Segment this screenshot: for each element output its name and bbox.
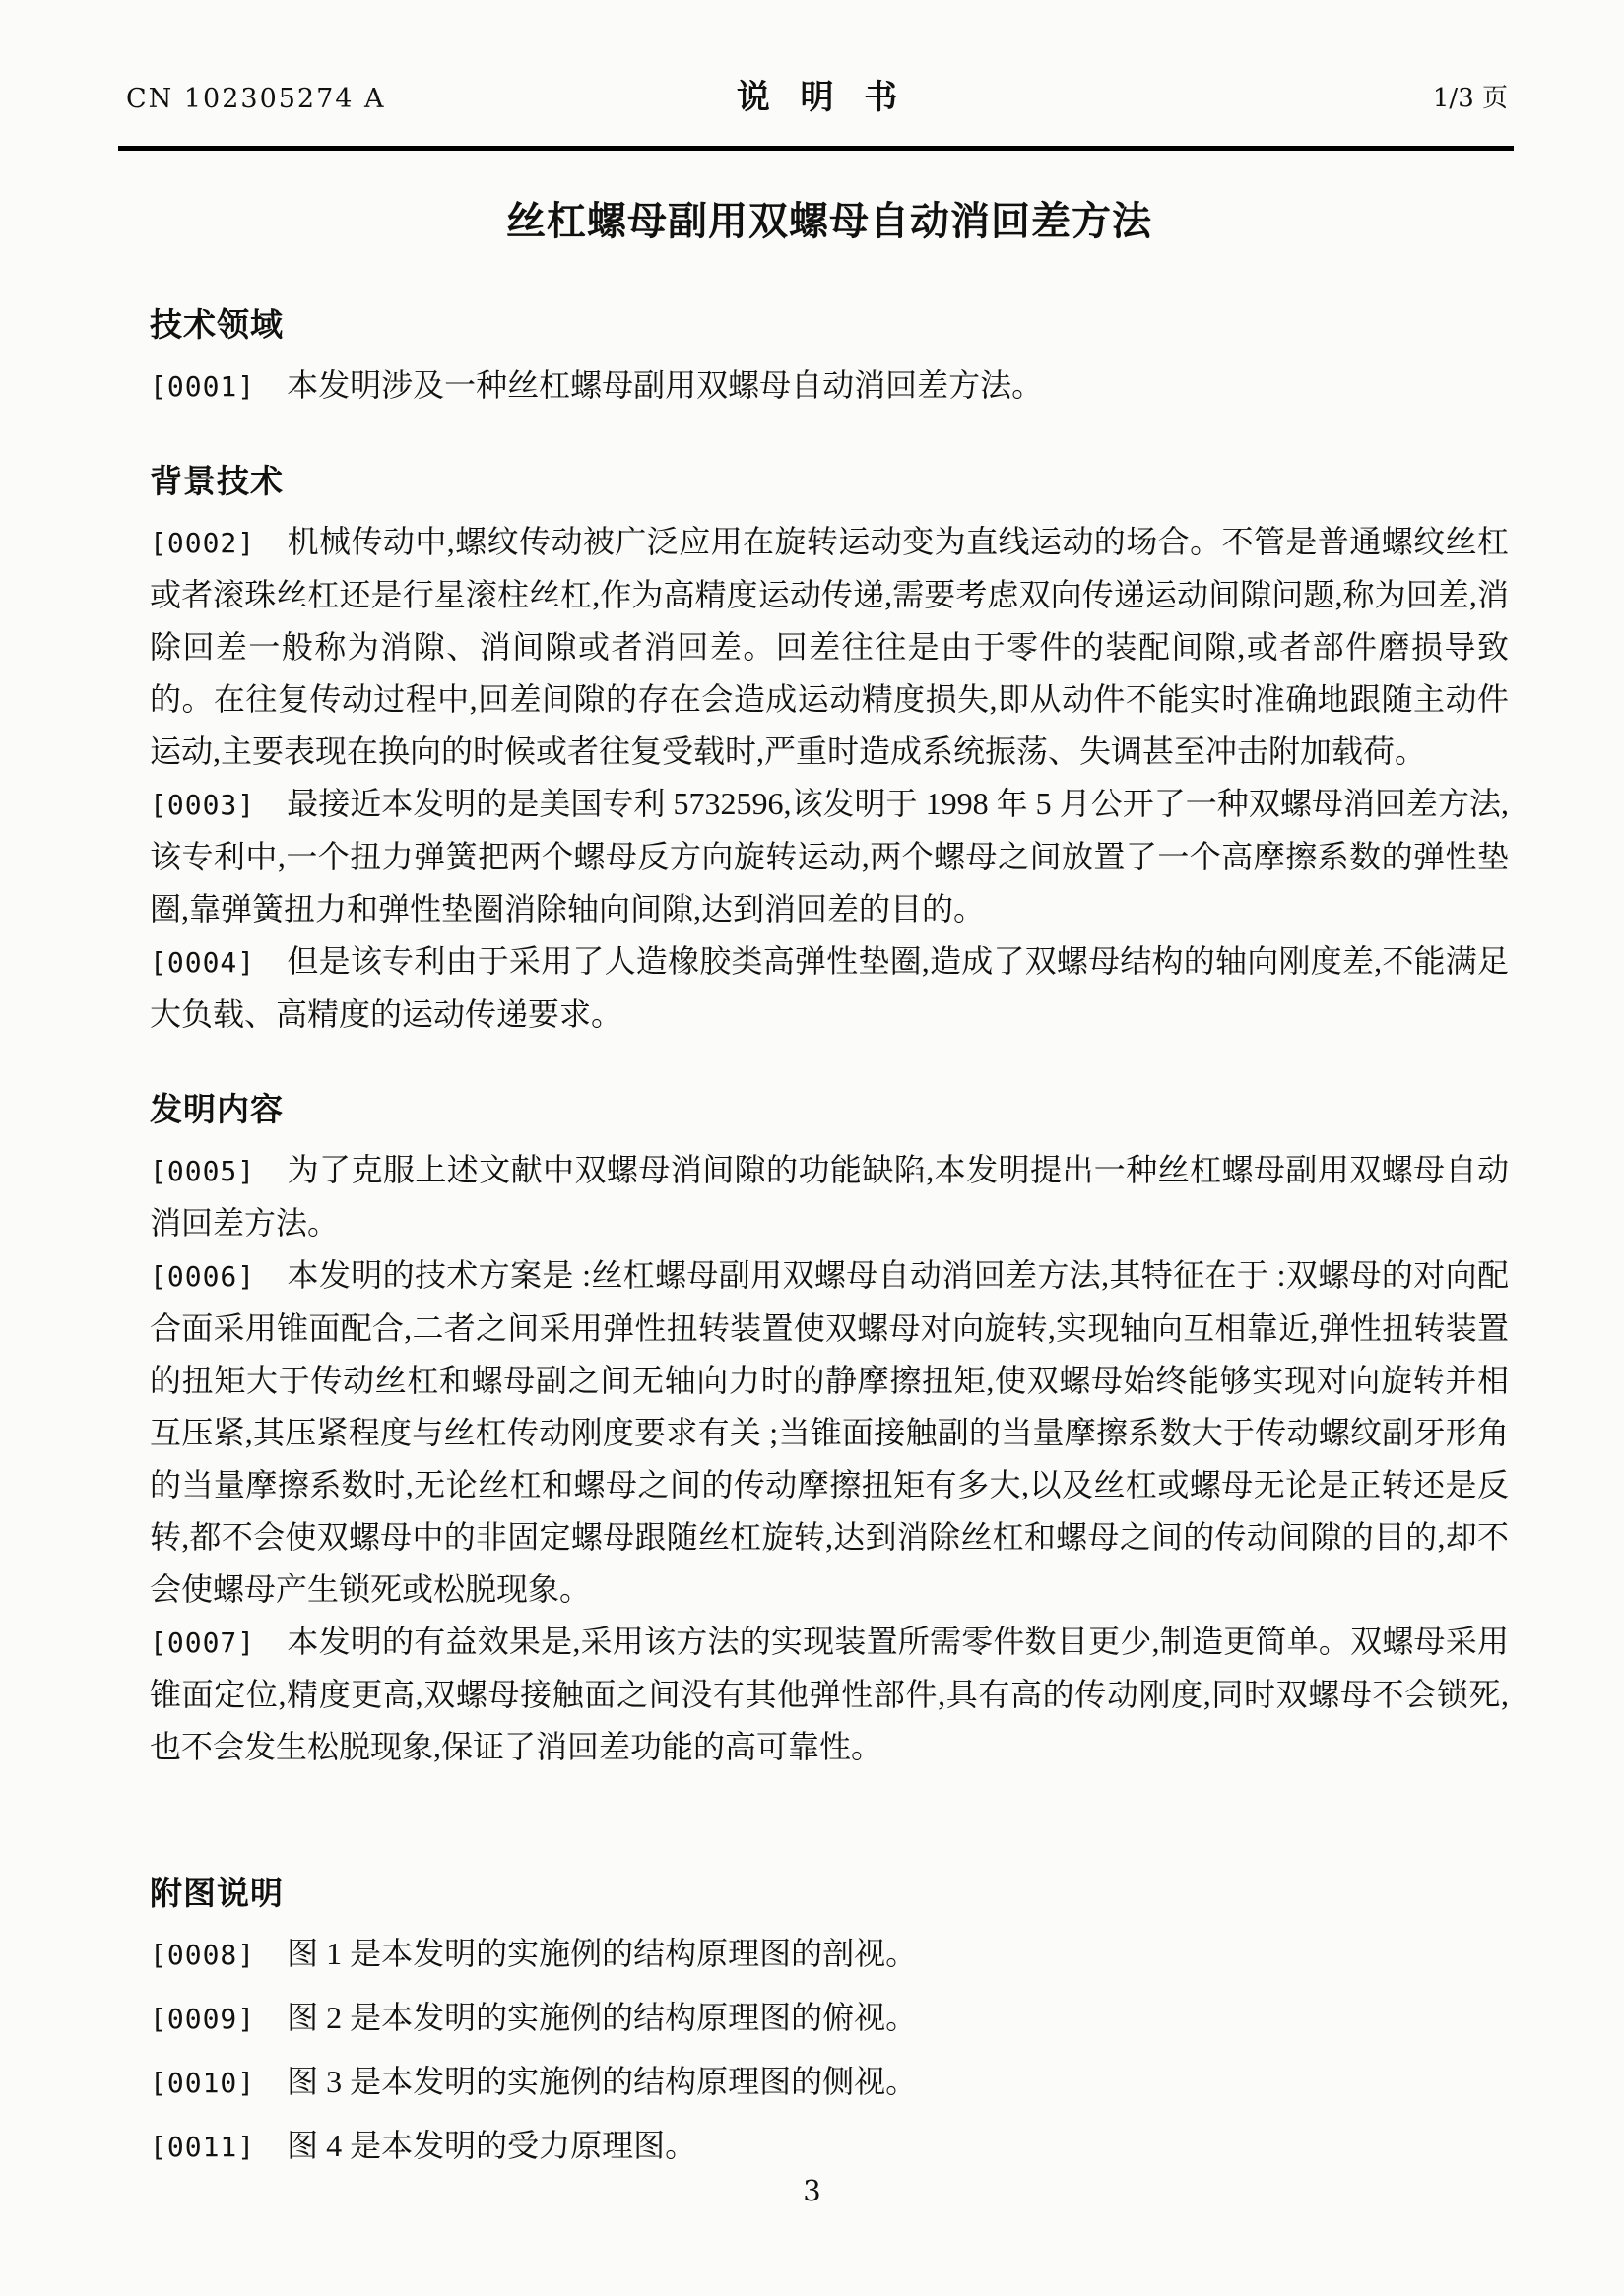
paragraph [150, 1249, 1509, 1616]
section [150, 299, 1509, 413]
section-heading: 技术领域 [150, 306, 284, 343]
paragraph [150, 1992, 1509, 2045]
paragraph [150, 516, 1509, 778]
paragraph-text: 图 1 是本发明的实施例的结构原理图的剖视。 [287, 1936, 918, 1971]
paragraph [150, 935, 1509, 1041]
paragraph-text: 机械传动中,螺纹传动被广泛应用在旋转运动变为直线运动的场合。不管是普通螺纹丝杠或者滚珠丝杠还是行星滚柱丝杠,作为高精度运动传递,需要考虑双向传递运动间隙问题,称为回差,消除回差一般称为消隙、消间隙或者消回差。回差往往是由于零件的装配间隙,或者部件磨损导致的。在往复传动过程中,回差间隙的存在会造成运动精度损失,即从动件不能实时准确地跟随主动件运动,主要表现在换向的时候或者往复受载时,严重时造成系统振荡、失调甚至冲击附加载荷。 [150, 524, 1509, 769]
paragraph-text: 图 3 是本发明的实施例的结构原理图的侧视。 [287, 2064, 918, 2099]
paragraph-number: [0005] [150, 1155, 256, 1187]
paragraph-number: [0009] [150, 2003, 256, 2035]
paragraph [150, 778, 1509, 935]
paragraph [150, 1928, 1509, 1981]
page-footer [0, 2174, 1624, 2207]
paragraph [150, 2056, 1509, 2109]
page-indicator: 1/3 页 [1432, 84, 1508, 113]
paragraph-number: [0001] [150, 370, 256, 403]
paragraph-text: 图 2 是本发明的实施例的结构原理图的俯视。 [287, 2000, 918, 2035]
paragraph-number: [0002] [150, 527, 256, 559]
paragraph [150, 359, 1509, 413]
paragraph-text: 但是该专利由于采用了人造橡胶类高弹性垫圈,造成了双螺母结构的轴向刚度差,不能满足大负载、高精度的运动传递要求。 [150, 943, 1509, 1032]
paragraph [150, 1616, 1509, 1773]
paragraph-number: [0007] [150, 1626, 256, 1659]
paragraph-number: [0006] [150, 1260, 256, 1293]
document-number: CN 102305274 A [126, 84, 386, 114]
section [150, 1084, 1509, 1773]
section-heading: 背景技术 [150, 463, 284, 499]
paragraph-text: 图 4 是本发明的受力原理图。 [287, 2128, 697, 2163]
paragraph [150, 2120, 1509, 2173]
page-number: 3 [803, 2174, 821, 2207]
paragraph-text: 最接近本发明的是美国专利 5732596,该发明于 1998 年 5 月公开了一种双螺母消回差方法,该专利中,一个扭力弹簧把两个螺母反方向旋转运动,两个螺母之间放置了一个高摩擦系数的弹性垫圈,靠弹簧扭力和弹性垫圈消除轴向间隙,达到消回差的目的。 [150, 786, 1509, 926]
paragraph-number: [0003] [150, 789, 256, 821]
paragraph-text: 本发明的有益效果是,采用该方法的实现装置所需零件数目更少,制造更简单。双螺母采用锥面定位,精度更高,双螺母接触面之间没有其他弹性部件,具有高的传动刚度,同时双螺母不会锁死,也不会发生松脱现象,保证了消回差功能的高可靠性。 [150, 1624, 1509, 1764]
paragraph [150, 1144, 1509, 1249]
paragraph-text: 为了克服上述文献中双螺母消间隙的功能缺陷,本发明提出一种丝杠螺母副用双螺母自动消回差方法。 [150, 1152, 1509, 1241]
paragraph-text: 本发明的技术方案是 :丝杠螺母副用双螺母自动消回差方法,其特征在于 :双螺母的对向配合面采用锥面配合,二者之间采用弹性扭转装置使双螺母对向旋转,实现轴向互相靠近,弹性扭转装置的扭矩大于传动丝杠和螺母副之间无轴向力时的静摩擦扭矩,使双螺母始终能够实现对向旋转并相互压紧,其压紧程度与丝杠传动刚度要求有关 ;当锥面接触副的当量摩擦系数大于传动螺纹副牙形角的当量摩擦系数时,无论丝杠和螺母之间的传动摩擦扭矩有多大,以及丝杠或螺母无论是正转还是反转,都不会使双螺母中的非固定螺母跟随丝杠旋转,达到消除丝杠和螺母之间的传动间隙的目的,却不会使螺母产生锁死或松脱现象。 [150, 1257, 1509, 1607]
document-body [150, 0, 1509, 2184]
paragraph-number: [0011] [150, 2131, 256, 2163]
sections-root [150, 299, 1509, 2173]
invention-title: 丝杠螺母副用双螺母自动消回差方法 [506, 200, 1152, 243]
section-heading: 附图说明 [150, 1875, 284, 1911]
section-heading: 发明内容 [150, 1091, 284, 1127]
paragraph-text: 本发明涉及一种丝杠螺母副用双螺母自动消回差方法。 [287, 367, 1044, 403]
header-title: 说明书 [736, 79, 928, 116]
paragraph-number: [0004] [150, 946, 256, 979]
section [150, 456, 1509, 1041]
paragraph-number: [0008] [150, 1939, 256, 1971]
section [150, 1868, 1509, 2173]
paragraph-number: [0010] [150, 2067, 256, 2099]
